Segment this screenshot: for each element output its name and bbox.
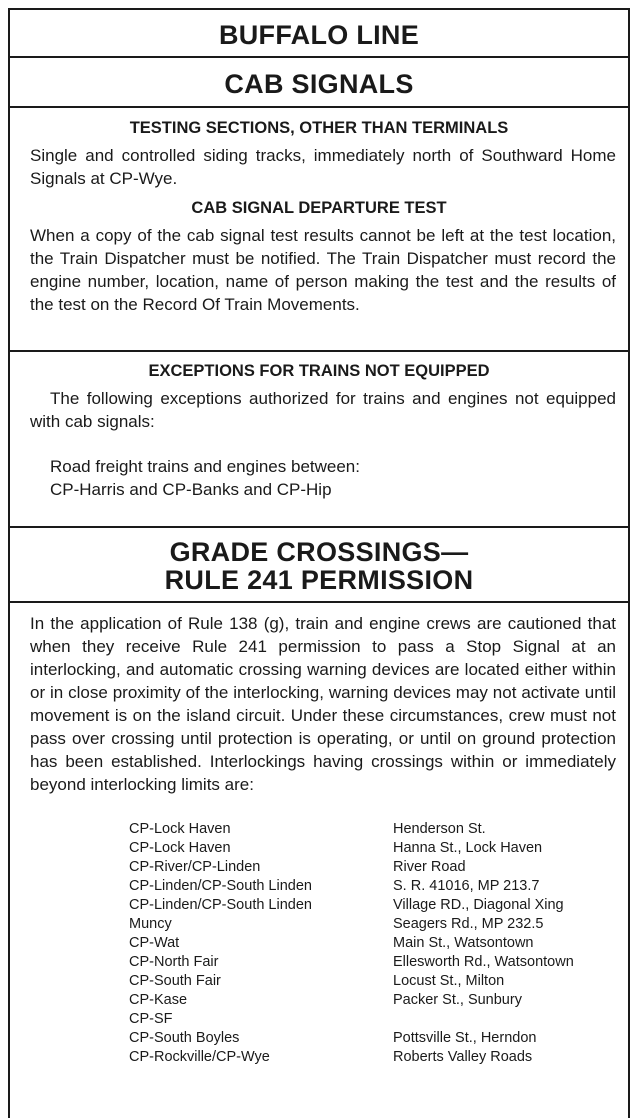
crossing-interlocking: CP-Rockville/CP-Wye	[129, 1049, 270, 1065]
crossing-interlocking: CP-Kase	[129, 992, 188, 1008]
crossing-location: Hanna St., Lock Haven	[393, 840, 543, 856]
exceptions-heading: EXCEPTIONS FOR TRAINS NOT EQUIPPED	[148, 362, 490, 380]
grade-crossings-title	[10, 528, 628, 603]
exceptions-list	[50, 455, 616, 501]
crossing-location: Roberts Valley Roads	[393, 1049, 533, 1065]
crossing-location: Pottsville St., Herndon	[393, 1030, 537, 1046]
crossing-interlocking: CP-Linden/CP-South Linden	[129, 878, 312, 894]
crossing-location: River Road	[393, 859, 466, 875]
crossing-interlocking: CP-Lock Haven	[129, 821, 231, 837]
crossing-interlocking: CP-South Boyles	[129, 1030, 240, 1046]
crossing-interlocking: CP-North Fair	[129, 954, 219, 970]
crossing-interlocking: CP-River/CP-Linden	[129, 859, 261, 875]
testing-text: Single and controlled siding tracks, immediately north of Southward Home Signals at CP-Wye.	[30, 146, 616, 188]
exceptions-section	[10, 352, 628, 528]
grade-title-line1: GRADE CROSSINGS—	[169, 537, 469, 567]
crossing-interlocking: CP-Wat	[129, 935, 180, 951]
crossing-interlocking: CP-SF	[129, 1011, 173, 1027]
crossing-interlocking: Muncy	[129, 916, 172, 932]
crossing-location	[393, 1010, 633, 1029]
section-title-text: CAB SIGNALS	[224, 69, 414, 99]
line-title-text: BUFFALO LINE	[218, 20, 420, 50]
crossing-location: Locust St., Milton	[393, 973, 505, 989]
departure-test-text: When a copy of the cab signal test results cannot be left at the test location, the Train Dispatcher must be notified. The Train Dispatcher must record the engine number, location, name of person making the test and the results of the test on the Record Of Train Movements.	[30, 226, 616, 314]
exceptions-intro: The following exceptions authorized for trains and engines not equipped with cab signals:	[30, 389, 616, 431]
testing-heading: TESTING SECTIONS, OTHER THAN TERMINALS	[129, 119, 509, 137]
section-title	[10, 58, 628, 108]
testing-section	[10, 108, 628, 352]
exceptions-list-line: Road freight trains and engines between:	[50, 457, 360, 476]
crossing-location: Ellesworth Rd., Watsontown	[393, 954, 574, 970]
crossing-interlocking: CP-Linden/CP-South Linden	[129, 897, 312, 913]
grade-crossings-body	[10, 603, 628, 1067]
crossing-location: Packer St., Sunbury	[393, 992, 522, 1008]
crossing-location: Village RD., Diagonal Xing	[393, 897, 564, 913]
exceptions-list-line: CP-Harris and CP-Banks and CP-Hip	[50, 480, 332, 499]
line-title	[10, 10, 628, 58]
crossing-interlocking: CP-South Fair	[129, 973, 221, 989]
document-frame	[8, 8, 630, 1118]
crossing-location: Seagers Rd., MP 232.5	[393, 916, 544, 932]
grade-crossings-text: In the application of Rule 138 (g), train and engine crews are cautioned that when they receive Rule 241 permission to pass a Stop Signal at an interlocking, and automatic crossing warning devices are located either within or in close proximity of the interlocking, warning devices may not activate until movement is on the island circuit. Under these circumstances, crew must not pass over crossing until protection is operating, or until on ground protection has been established. Interlockings having crossings within or immediately beyond interlocking limits are:	[30, 614, 616, 794]
crossing-interlocking: CP-Lock Haven	[129, 840, 231, 856]
departure-test-heading: CAB SIGNAL DEPARTURE TEST	[191, 199, 447, 217]
grade-title-line2: RULE 241 PERMISSION	[164, 565, 474, 595]
crossings-table	[129, 820, 628, 1067]
crossing-location: Henderson St.	[393, 821, 486, 837]
crossing-location: Main St., Watsontown	[393, 935, 534, 951]
crossing-location: S. R. 41016, MP 213.7	[393, 878, 540, 894]
